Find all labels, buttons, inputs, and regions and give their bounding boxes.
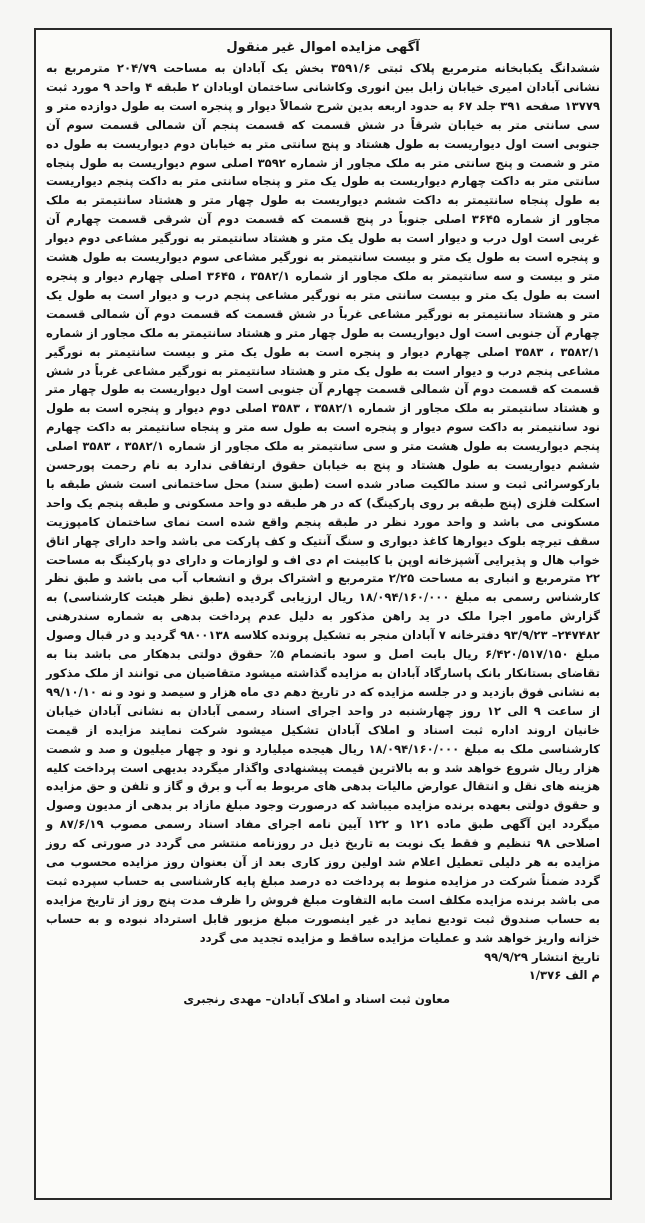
publish-date: تاریخ انتشار ۹۹/۹/۲۹ [484, 949, 600, 964]
notice-title: آگهی مزایده اموال غیر منقول [226, 40, 420, 55]
signature-line: معاون ثبت اسناد و املاک آبادان– مهدی رنجبری [183, 991, 450, 1006]
reference-number: م الف ۱/۳۷۶ [528, 967, 600, 982]
notice-body: ششدانگ یکبابخانه مترمربع پلاک ثبتی ۳۵۹۱/۶ بخش یک آبادان به مساحت ۲۰۴/۷۹ مترمربع به نشانی آبادان امیری خیابان زابل بین انوری وکاشانی ساختمان اوبادان ۲ طبقه ۴ واحد ۹ مورد ثبت ۱۳۷۷۹ صفحه ۳۹۱ جلد ۶۷ به حدود اربعه بدین شرح شمالاً دیوار و پنجره است به طول دوازده متر و سی سانتی متر به خیابان شرقاً در شش قسمت که قسمت پنجم آن شمالی قسمت سوم آن جنوبی است اول دیواریست به طول هشتاد و پنج سانتی متر به خیابان دوم دیواریست به طول ده متر و شصت و پنج سانتی متر به ملک مجاور از شماره ۳۵۹۲ اصلی سوم دیواریست به طول پنجاه سانتی متر به داکت چهارم دیواریست به طول یک متر و پنجاه سانتی متر به داکت پنجم دیواریست به طول پنجاه سانتیمتر به داکت ششم دیواریست به طول چهار متر و هشتاد سانتیمتر به ملک مجاور از شماره ۳۶۴۵ اصلی جنوباً در پنج قسمت که قسمت دوم آن شرقی قسمت چهارم آن غربی است اول درب و دیوار است به طول یک متر و هشتاد سانتیمتر به نورگیر مشاعی دوم دیوار و پنجره است به طول یک متر و بیست سانتیمتر به نورگیر مشاعی سوم دیواریست به طول هشت متر و بیست و سه سانتیمتر به ملک مجاور از شماره ۳۵۸۲/۱ ، ۳۶۴۵ اصلی چهارم دیوار و پنجره است به طول یک متر و بیست سانتی متر به نورگیر مشاعی پنجم درب و دیوار است به طول یک متر و هشتاد سانتیمتر به نورگیر مشاعی غرباً در شش قسمت که قسمت دوم آن شمالی قسمت چهارم آن جنوبی است اول دیواریست به طول چهار متر و هشتاد سانتیمتر به ملک مجاور از شماره ۳۵۸۲/۱ ، ۳۵۸۳ اصلی چهارم دیوار و پنجره است به طول یک متر و بیست سانتیمتر به نورگیر مشاعی پنجم درب و دیوار است به طول یک متر و هشتاد سانتیمتر به نورگیر مشاعی غرباً در شش قسمت که قسمت دوم آن شمالی قسمت چهارم آن جنوبی است اول دیواریست به طول چهار متر و هشتاد سانتیمتر به ملک مجاور از شماره ۳۵۸۲/۱ ، ۳۵۸۳ اصلی دوم دیوار و پنجره است به طول نود سانتیمتر به داکت سوم دیوار و پنجره است به طول سه متر و پنجاه سانتیمتر به داکت چهارم پنجم دیواریست به طول هشت متر و سی سانتیمتر به ملک مجاور از شماره ۳۵۸۲/۱ ، ۳۵۸۳ اصلی ششم دیواریست به طول هشتاد و پنج به خیابان حقوق ارتفاقی ندارد به نام رحمت پورحسن بارکوسرائی ثبت و سند مالکیت صادر شده است (طبق سند) محل ساختمانی است شش طبقه با اسکلت فلزی (پنج طبقه بر روی پارکینگ) که در هر طبقه دو واحد مسکونی و طبقه پنجم یک واحد مسکونی می باشد و واحد مورد نظر در طبقه پنجم واقع شده است نمای ساختمان کامپوزیت سقف تیرچه بلوک دیوارها کاغذ دیواری و سنگ آنتیک و کف پارکت می باشد واحد دارای چهار اتاق خواب هال و پذیرایی آشپزخانه اوپن با کابینت ام دی اف و لوازمات و دارای دو پارکینگ به مساحت ۲۲ مترمربع و انباری به مساحت ۲/۲۵ مترمربع و اشتراک برق و انشعاب آب می باشد و طبق نظر کارشناس رسمی به مبلغ ۱۸/۰۹۴/۱۶۰/۰۰۰ ریال ارزیابی گردیده (طبق نظر هیئت کارشناسی) به گزارش مامور اجرا ملک در ید راهن مذکور به دلیل عدم پرداخت بدهی به شماره سندرهنی ۲۴۷۴۸۲– ۹۳/۹/۲۳ دفترخانه ۷ آبادان منجر به تشکیل پرونده کلاسه ۹۸۰۰۱۳۸ گردید و در قبال وصول مبلغ ۶/۴۲۰/۵۱۷/۱۵۰ ریال بابت اصل و سود باتضمام ۵٪ حقوق دولتی بدهکار می باشد بنا به تقاضای بستانکار بانک پاسارگاد آبادان به مزایده گذاشته میشود متقاضیان می توانند از ملک مذکور به نشانی فوق بازدید و در جلسه مزایده که در تاریخ دهم دی ماه هزار و سیصد و نود و نه ۹۹/۱۰/۱۰ از ساعت ۹ الی ۱۲ روز چهارشنبه در واحد اجرای اسناد رسمی آبادان به نشانی آبادان خیابان خانیان اروند اداره ثبت اسناد و املاک آبادان تشکیل میشود شرکت نمایند مزایده از قیمت کارشناسی ملک به مبلغ ۱۸/۰۹۴/۱۶۰/۰۰۰ ریال هیجده میلیارد و نود و چهار میلیون و صد و شصت هزار ریال شروع خواهد شد و به بالاترین قیمت پیشنهادی واگذار میگردد بدیهی است پرداخت کلیه هزینه های نقل و انتقال عوارض مالیات بدهی های مربوط به آب و برق و گاز و تلفن و حق مزایده و حقوق دولتی بعهده برنده مزایده میباشد که درصورت وجود مبلغ مازاد بر بدهی از مدیون وصول میگردد این آگهی طبق ماده ۱۲۱ و ۱۲۲ آیین نامه اجرای مفاد اسناد رسمی مصوب ۸۷/۶/۱۹ و اصلاحی ۹۸ تنظیم و فقط یک نوبت به تاریخ ذیل در روزنامه منتشر می گردد در صورتی که روز مزایده به هر دلیلی تعطیل اعلام شد اولین روز کاری بعد از آن بعنوان روز مزایده محسوب می گردد ضمناً شرکت در مزایده منوط به پرداخت ده درصد مبلغ پایه کارشناسی به حساب سپرده ثبت می باشد برنده مزایده مکلف است مابه التفاوت مبلغ فروش را ظرف مدت پنج روز از تاریخ مزایده به حساب صندوق ثبت تودیع نماید در غیر اینصورت مبلغ مزبور قابل استرداد نبوده و به حساب خزانه واریز خواهد شد و عملیات مزایده ساقط و مزایده تجدید می گردد [46, 61, 601, 945]
notice-frame [34, 28, 612, 1200]
